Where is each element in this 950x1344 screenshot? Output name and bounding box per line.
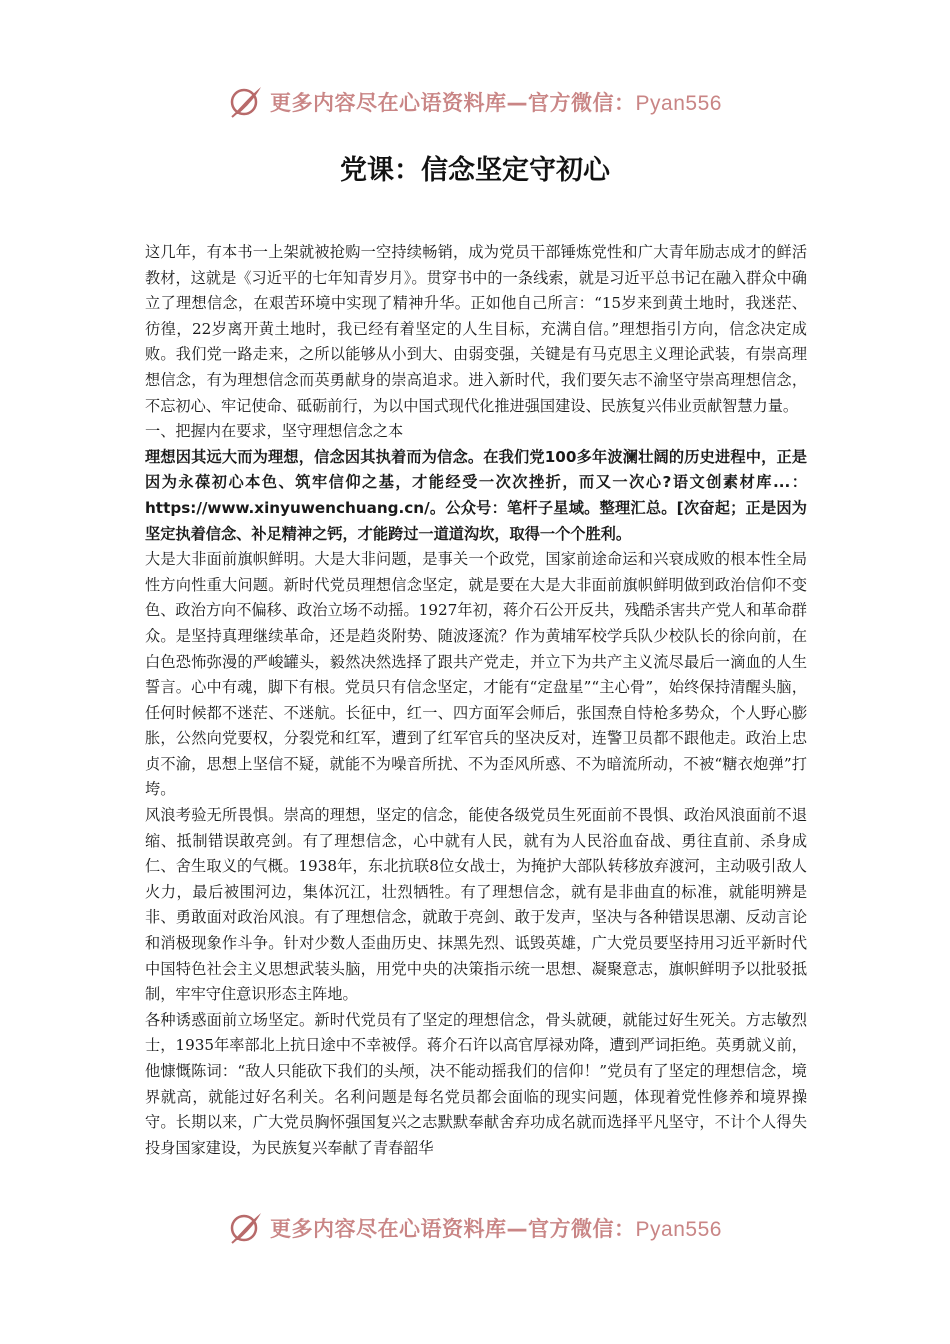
section-heading-1: 一、把握内在要求，坚守理想信念之本 (145, 422, 404, 441)
banner-text: 更多内容尽在心语资料库—官方微信：Pyan556 (270, 1217, 722, 1241)
footer-banner (0, 1206, 950, 1250)
paragraph-3: 各种诱惑面前立场坚定。新时代党员有了坚定的理想信念，骨头就硬，就能过好生死关。方志敏烈士，1935年率部北上抗日途中不幸被俘。蒋介石许以高官厚禄劝降，遭到严词拒绝。英勇就义前，他慷慨陈词：“敌人只能砍下我们的头颅，决不能动摇我们的信仰！”党员有了坚定的理想信念，境界就高，就能过好名利关。名利问题是每名党员都会面临的现实问题，体现着党性修养和境界操守。长期以来，广大党员胸怀强国复兴之志默默奉献舍弃功成名就而选择平凡坚守，不计个人得失投身国家建设，为民族复兴奉献了青春韶华 (145, 1010, 807, 1157)
paragraph-intro: 这几年，有本书一上架就被抢购一空持续畅销，成为党员干部锤炼党性和广大青年励志成才的鲜活教材，这就是《习近平的七年知青岁月》。贯穿书中的一条线索，就是习近平总书记在融入群众中确立了理想信念，在艰苦环境中实现了精神升华。正如他自己所言：“15岁来到黄土地时，我迷茫、彷徨，22岁离开黄土地时，我已经有着坚定的人生目标，充满自信。”理想指引方向，信念决定成败。我们党一路走来，之所以能够从小到大、由弱变强，关键是有马克思主义理论武装，有崇高理想信念，有为理想信念而英勇献身的崇高追求。进入新时代，我们要矢志不渝坚守崇高理想信念，不忘初心、牢记使命、砥砺前行，为以中国式现代化推进强国建设、民族复兴伟业贡献智慧力量。 (145, 243, 807, 415)
document-title: 党课：信念坚定守初心 (340, 155, 610, 186)
paragraph-1: 大是大非面前旗帜鲜明。大是大非问题，是事关一个政党，国家前途命运和兴衰成败的根本性全局性方向性重大问题。新时代党员理想信念坚定，就是要在大是大非面前旗帜鲜明做到政治信仰不变色、政治方向不偏移、政治立场不动摇。1927年初，蒋介石公开反共，残酷杀害共产党人和革命群众。是坚持真理继续革命，还是趋炎附势、随波逐流？作为黄埔军校学兵队少校队长的徐向前，在白色恐怖弥漫的严峻罐头，毅然决然选择了跟共产党走，并立下为共产主义流尽最后一滴血的人生誓言。心中有魂，脚下有根。党员只有信念坚定，才能有“定盘星”“主心骨”，始终保持清醒头脑，任何时候都不迷茫、不迷航。长征中，红一、四方面军会师后，张国焘自恃枪多势众，个人野心膨胀，公然向党要权，分裂党和红军，遭到了红军官兵的坚决反对，连警卫员都不跟他走。政治上忠贞不渝，思想上坚信不疑，就能不为噪音所扰、不为歪风所惑、不为暗流所动，不被“糖衣炮弹”打垮。 (145, 550, 807, 799)
quill-logo-icon (228, 84, 264, 120)
paragraph-2: 风浪考验无所畏惧。崇高的理想，坚定的信念，能使各级党员生死面前不畏惧、政治风浪面前不退缩、抵制错误敢亮剑。有了理想信念，心中就有人民，就有为人民浴血奋战、勇往直前、杀身成仁、舍生取义的气概。1938年，东北抗联8位女战士，为掩护大部队转移放弃渡河，主动吸引敌人火力，最后被围河边，集体沉江，壮烈牺牲。有了理想信念，就有是非曲直的标准，就能明辨是非、勇敢面对政治风浪。有了理想信念，就敢于亮剑、敢于发声，坚决与各种错误思潮、反动言论和消极现象作斗争。针对少数人歪曲历史、抹黑先烈、诋毁英雄，广大党员要坚持用习近平新时代中国特色社会主义思想武装头脑，用党中央的决策指示统一思想、凝聚意志，旗帜鲜明予以批驳抵制，牢牢守住意识形态主阵地。 (145, 806, 807, 1004)
paragraph-bold: 理想因其远大而为理想，信念因其执着而为信念。在我们党100多年波澜壮阔的历史进程中，正是因为永葆初心本色、筑牢信仰之基，才能经受一次次挫折，而又一次心?语文创素材库...：https://www.xinyuwenchuang.cn/。公众号：笔杆子星域。整理汇总。[次奋起；正是因为坚定执着信念、补足精神之钙，才能跨过一道道沟坎，取得一个个胜利。 (145, 447, 807, 543)
document-body (145, 240, 807, 1161)
header-banner (0, 80, 950, 124)
banner-text: 更多内容尽在心语资料库—官方微信：Pyan556 (270, 91, 722, 115)
quill-logo-icon (228, 1210, 264, 1246)
